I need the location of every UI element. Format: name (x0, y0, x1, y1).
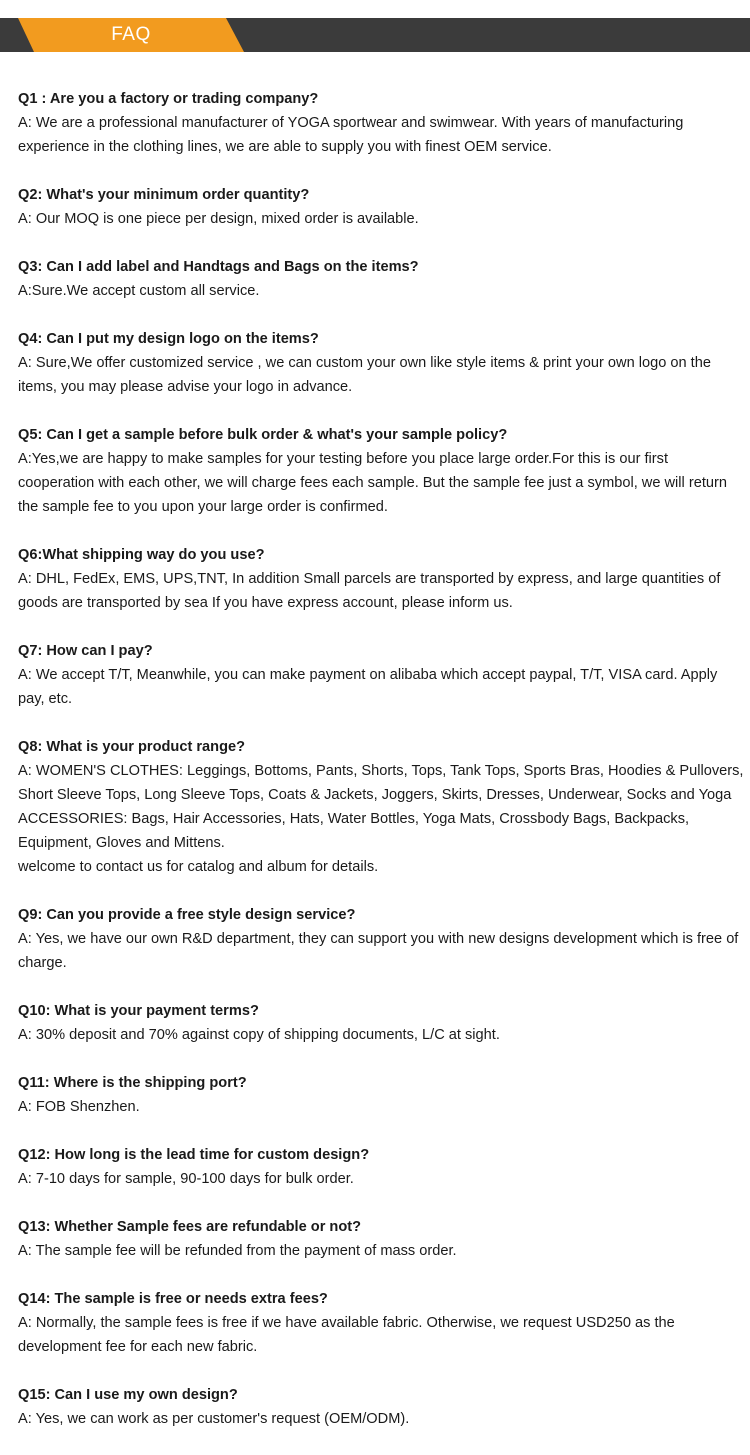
faq-answer: A: We are a professional manufacturer of YOGA sportwear and swimwear. With years of manufacturing experience in the clothing lines, we are able to supply you with finest OEM service. (18, 115, 684, 155)
faq-item (18, 999, 746, 1047)
faq-question: Q12: How long is the lead time for custom design? (18, 1147, 370, 1163)
faq-answer: A: 7-10 days for sample, 90-100 days for bulk order. (18, 1171, 354, 1187)
faq-answer: A: DHL, FedEx, EMS, UPS,TNT, In addition Small parcels are transported by express, and large quantities of goods are transported by sea If you have express account, please inform us. (18, 571, 721, 611)
faq-answer: A: The sample fee will be refunded from the payment of mass order. (18, 1243, 457, 1259)
faq-item (18, 1143, 746, 1191)
faq-item (18, 327, 746, 399)
faq-item (18, 1383, 746, 1431)
faq-question: Q13: Whether Sample fees are refundable or not? (18, 1219, 362, 1235)
faq-item (18, 735, 746, 879)
faq-question: Q4: Can I put my design logo on the items? (18, 331, 319, 347)
faq-answer: A: We accept T/T, Meanwhile, you can make payment on alibaba which accept paypal, T/T, VISA card. Apply pay, etc. (18, 667, 718, 707)
faq-question: Q9: Can you provide a free style design service? (18, 907, 356, 923)
faq-item (18, 903, 746, 975)
faq-item (18, 1287, 746, 1359)
faq-title: FAQ (111, 24, 151, 45)
faq-answer: A: WOMEN'S CLOTHES: Leggings, Bottoms, Pants, Shorts, Tops, Tank Tops, Sports Bras, Hoodies & Pullovers, Short Sleeve Tops, Long Sleeve Tops, Coats & Jackets, Joggers, Skirts, Dresses, Underwear, Socks and Yoga ACCESSORIES: Bags, Hair Accessories, Hats, Water Bottles, Yoga Mats, Crossbody Bags, Backpacks, Equipment, Gloves and Mittens. welcome to contact us for catalog and album for details. (18, 763, 744, 875)
faq-header-tab (18, 18, 244, 52)
faq-item (18, 1215, 746, 1263)
faq-question: Q8: What is your product range? (18, 739, 246, 755)
faq-answer: A: Normally, the sample fees is free if we have available fabric. Otherwise, we request USD250 as the development fee for each new fabric. (18, 1315, 675, 1355)
faq-question: Q14: The sample is free or needs extra fees? (18, 1291, 328, 1307)
faq-question: Q1 : Are you a factory or trading company? (18, 91, 319, 107)
faq-item (18, 183, 746, 231)
faq-question: Q3: Can I add label and Handtags and Bags on the items? (18, 259, 419, 275)
faq-answer: A: FOB Shenzhen. (18, 1099, 140, 1115)
faq-question: Q15: Can I use my own design? (18, 1387, 238, 1403)
faq-item (18, 87, 746, 159)
faq-item (18, 423, 746, 519)
faq-item (18, 1071, 746, 1119)
faq-answer: A: Yes, we can work as per customer's request (OEM/ODM). (18, 1411, 410, 1427)
faq-question: Q2: What's your minimum order quantity? (18, 187, 310, 203)
faq-answer: A: Yes, we have our own R&D department, they can support you with new designs development which is free of charge. (18, 931, 739, 971)
faq-item (18, 255, 746, 303)
faq-answer: A: 30% deposit and 70% against copy of shipping documents, L/C at sight. (18, 1027, 500, 1043)
faq-item (18, 639, 746, 711)
faq-item (18, 543, 746, 615)
faq-question: Q6:What shipping way do you use? (18, 547, 265, 563)
faq-answer: A:Sure.We accept custom all service. (18, 283, 260, 299)
faq-list (18, 87, 746, 1455)
faq-question: Q11: Where is the shipping port? (18, 1075, 247, 1091)
faq-question: Q10: What is your payment terms? (18, 1003, 259, 1019)
faq-question: Q7: How can I pay? (18, 643, 153, 659)
faq-answer: A: Sure,We offer customized service , we can custom your own like style items & print your own logo on the items, you may please advise your logo in advance. (18, 355, 711, 395)
faq-answer: A:Yes,we are happy to make samples for your testing before you place large order.For this is our first cooperation with each other, we will charge fees each sample. But the sample fee just a symbol, we will return the sample fee to you upon your large order is confirmed. (18, 451, 727, 515)
faq-answer: A: Our MOQ is one piece per design, mixed order is available. (18, 211, 419, 227)
faq-question: Q5: Can I get a sample before bulk order & what's your sample policy? (18, 427, 508, 443)
